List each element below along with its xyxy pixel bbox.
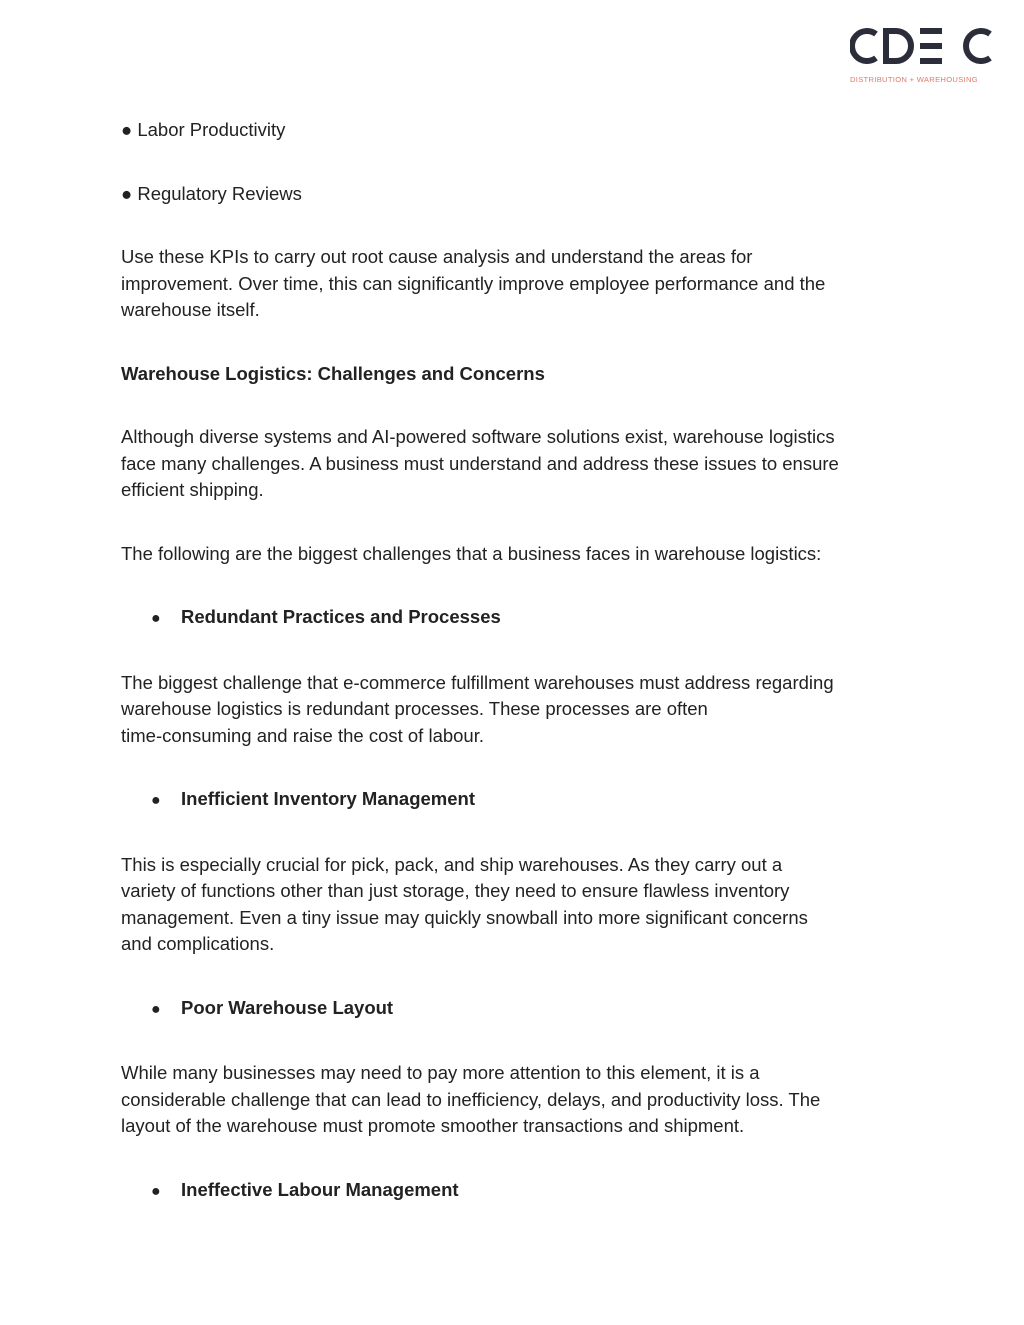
challenge-bullet-warehouse-layout (121, 995, 911, 1024)
paragraph-line: and complications. (121, 933, 275, 954)
logo-letter-e-mid (920, 43, 942, 49)
logo-letter-c1 (852, 31, 876, 61)
paragraph-line: considerable challenge that can lead to inefficiency, delays, and productivity loss. The (121, 1088, 821, 1110)
paragraph-inventory-management (121, 852, 911, 958)
paragraph-line: layout of the warehouse must promote smoother transactions and shipment. (121, 1115, 745, 1136)
bullet-text: Inefficient Inventory Management (181, 788, 475, 809)
paragraph-line: The biggest challenge that e-commerce fulfillment warehouses must address regarding (121, 671, 834, 693)
paragraph-line: warehouse logistics is redundant processes. These processes are often (121, 698, 708, 719)
logo-letter-c2 (966, 31, 990, 61)
company-logo (850, 24, 998, 88)
paragraph-line: management. Even a tiny issue may quickly snowball into more significant concerns (121, 906, 808, 928)
paragraph-line: Use these KPIs to carry out root cause analysis and understand the areas for (121, 246, 753, 267)
logo-tagline: DISTRIBUTION + WAREHOUSING (850, 75, 978, 84)
paragraph-kpi-usage (121, 244, 911, 324)
bullet-text: Poor Warehouse Layout (181, 996, 394, 1018)
logo-letter-d (886, 31, 911, 61)
paragraph-warehouse-layout (121, 1060, 911, 1140)
challenge-bullet-labour-management (121, 1177, 911, 1206)
bullet-text: Redundant Practices and Processes (181, 606, 501, 627)
paragraph-challenges-list-intro (121, 541, 911, 568)
bullet-dot: ● (121, 182, 133, 204)
document-body (121, 117, 911, 1205)
bullet-text: Labor Productivity (137, 119, 286, 140)
paragraph-line: warehouse itself. (121, 299, 260, 320)
bullet-dot: ● (151, 1182, 161, 1200)
paragraph-redundant-processes (121, 670, 911, 750)
paragraph-line: While many businesses may need to pay more attention to this element, it is a (121, 1062, 760, 1083)
bullet-dot: ● (151, 792, 161, 809)
paragraph-line: face many challenges. A business must understand and address these issues to ensure (121, 452, 839, 474)
paragraph-line: This is especially crucial for pick, pack, and ship warehouses. As they carry out a (121, 853, 783, 875)
challenge-bullet-inventory-management (121, 786, 911, 815)
paragraph-line: Although diverse systems and AI-powered software solutions exist, warehouse logistics (121, 426, 835, 447)
kpi-bullet-regulatory-reviews (121, 181, 911, 208)
challenge-bullet-redundant-practices (121, 604, 911, 633)
logo-letter-e-top (920, 28, 942, 34)
bullet-dot: ● (151, 610, 161, 627)
section-heading: Warehouse Logistics: Challenges and Concerns (121, 362, 545, 384)
kpi-bullet-labor-productivity (121, 117, 911, 144)
paragraph-challenges-intro (121, 424, 911, 504)
paragraph-line: variety of functions other than just storage, they need to ensure flawless inventory (121, 880, 790, 901)
paragraph-line: improvement. Over time, this can significantly improve employee performance and the (121, 272, 826, 294)
logo-letter-e-bottom (920, 58, 942, 64)
paragraph-line: The following are the biggest challenges that a business faces in warehouse logistics: (121, 542, 822, 564)
paragraph-line: time-consuming and raise the cost of labour. (121, 724, 484, 746)
paragraph-line: efficient shipping. (121, 479, 264, 500)
bullet-dot: ● (121, 119, 133, 140)
bullet-dot: ● (151, 1000, 161, 1018)
bullet-text: Regulatory Reviews (137, 182, 302, 204)
bullet-text: Ineffective Labour Management (181, 1178, 459, 1200)
